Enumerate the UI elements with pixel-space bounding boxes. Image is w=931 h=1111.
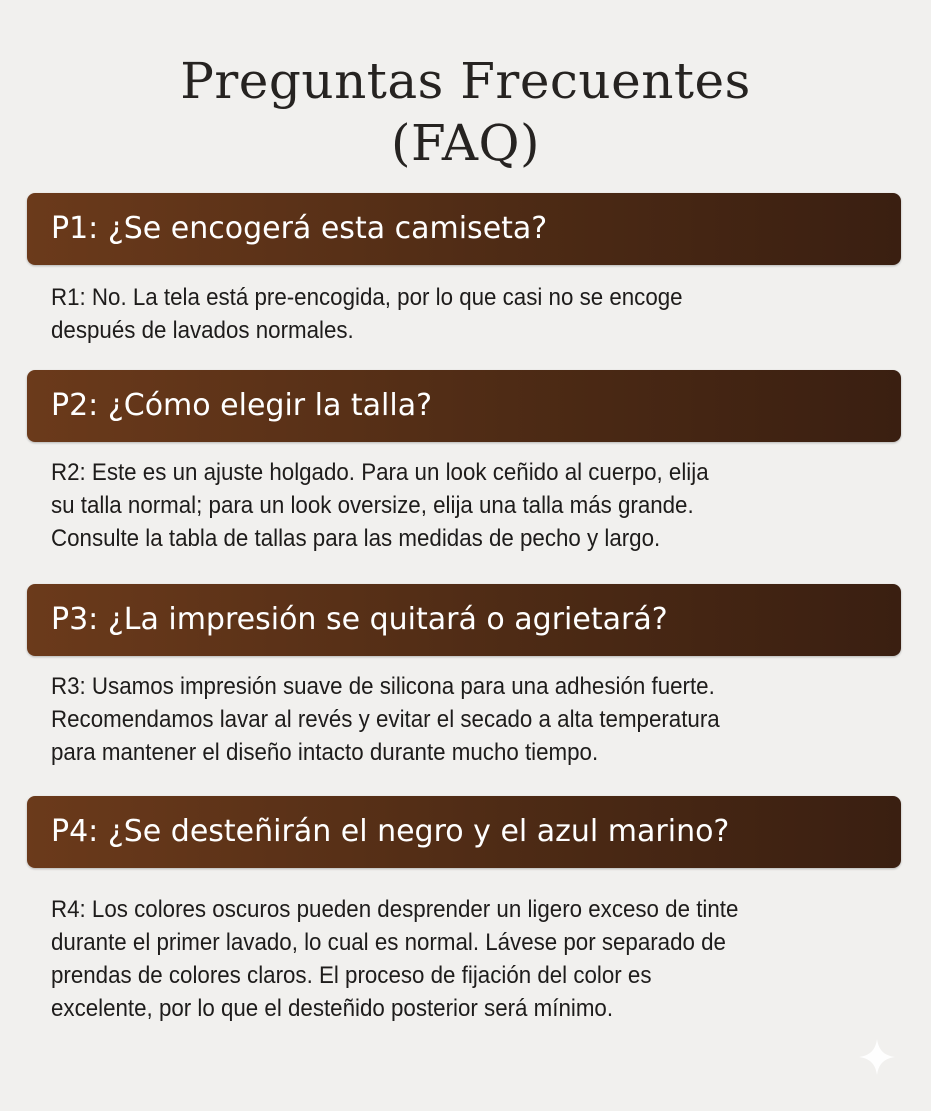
- faq-answer-3-line-3: para mantener el diseño intacto durante mucho tiempo.: [51, 739, 599, 766]
- sparkle-icon: [857, 1037, 897, 1077]
- faq-question-1: P1: ¿Se encogerá esta camiseta?: [27, 193, 901, 265]
- faq-answer-3-line-2: Recomendamos lavar al revés y evitar el secado a alta temperatura: [51, 706, 720, 733]
- faq-answer-4-line-1: R4: Los colores oscuros pueden desprender un ligero exceso de tinte: [51, 896, 739, 923]
- faq-answer-3: [51, 670, 911, 769]
- page-title: [0, 50, 931, 174]
- faq-answer-4: [51, 893, 911, 1025]
- faq-answer-2-line-2: su talla normal; para un look oversize, elija una talla más grande.: [51, 492, 694, 519]
- faq-question-4: P4: ¿Se desteñirán el negro y el azul marino?: [27, 796, 901, 868]
- faq-question-2: P2: ¿Cómo elegir la talla?: [27, 370, 901, 442]
- page-title-line-2: (FAQ): [391, 114, 540, 172]
- faq-answer-4-line-2: durante el primer lavado, lo cual es normal. Lávese por separado de: [51, 929, 726, 956]
- faq-answer-4-line-3: prendas de colores claros. El proceso de fijación del color es: [51, 962, 652, 989]
- faq-answer-3-line-1: R3: Usamos impresión suave de silicona para una adhesión fuerte.: [51, 673, 715, 700]
- faq-question-3: P3: ¿La impresión se quitará o agrietará?: [27, 584, 901, 656]
- faq-answer-1: [51, 281, 911, 347]
- page-title-line-1: Preguntas Frecuentes: [180, 52, 751, 110]
- faq-answer-2: [51, 456, 911, 555]
- faq-answer-2-line-3: Consulte la tabla de tallas para las medidas de pecho y largo.: [51, 525, 661, 552]
- faq-answer-1-line-1: R1: No. La tela está pre-encogida, por lo que casi no se encoge: [51, 284, 683, 311]
- faq-answer-2-line-1: R2: Este es un ajuste holgado. Para un look ceñido al cuerpo, elija: [51, 459, 709, 486]
- faq-answer-1-line-2: después de lavados normales.: [51, 317, 354, 344]
- faq-answer-4-line-4: excelente, por lo que el desteñido posterior será mínimo.: [51, 995, 614, 1022]
